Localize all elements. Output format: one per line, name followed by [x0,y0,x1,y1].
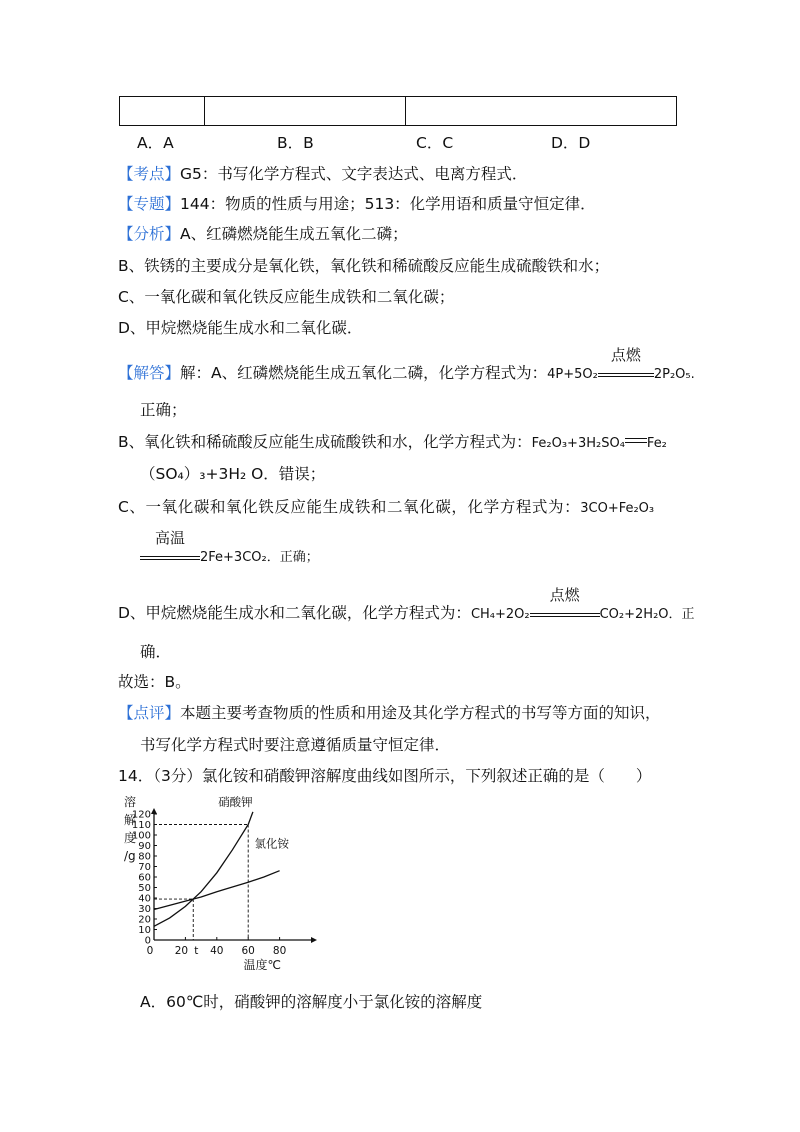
y-axis-label: /g [124,849,136,863]
kaodian-text: G5：书写化学方程式、文字表达式、电离方程式． [180,165,528,183]
option-c: C．C [416,134,454,152]
y-axis-label: 溶 [124,795,137,809]
y-tick-label: 120 [131,809,151,821]
x-tick-label: t [194,945,199,957]
cond-label: 高温 [154,529,185,547]
y-tick-label: 70 [138,862,151,873]
series-label-nh4cl: 氯化铵 [254,836,289,851]
zhuanti-tag: 【专题】 [118,195,181,213]
y-tick-label: 60 [138,872,151,884]
answer-line: 故选：B。 [118,673,191,691]
y-tick-label: 10 [138,925,151,936]
zhuanti-text: 144：物质的性质与用途；513：化学用语和质量守恒定律． [180,195,596,213]
question-14: 14．（3分）氯化铵和硝酸钾溶解度曲线如图所示，下列叙述正确的是（ ） [118,767,652,785]
jieda-a-line [118,346,695,383]
fenxi-d: D、甲烷燃烧能生成水和二氧化碳． [118,319,363,337]
eq-condition [530,586,600,620]
fenxi-tag: 【分析】 [118,225,181,243]
dianping-line [118,701,661,723]
jieda-tag: 【解答】 [118,364,181,382]
jieda-a-text: 解：A、红磷燃烧能生成五氧化二磷，化学方程式为： [180,364,548,382]
eq-c-left: 3CO+Fe₂O₃ [580,501,655,516]
nh4cl-curve [154,871,280,910]
jieda-b-line2: （SO₄）₃+3H₂ O．错误； [140,465,326,483]
fenxi-line [118,222,408,244]
x-axis-arrow [311,937,317,943]
jieda-c-line2 [140,529,319,565]
y-tick-label: 0 [144,935,151,947]
jieda-d-line2: 确． [140,643,172,661]
jieda-c-text: C、一氧化碳和氧化铁反应能生成铁和二氧化碳，化学方程式为： [118,498,581,516]
chart-layer [124,794,317,970]
cond-label: 点燃 [549,586,580,604]
y-tick-label: 20 [138,914,151,926]
jieda-c-line [118,495,654,517]
y-tick-label: 110 [131,820,151,831]
option-a-text: A．60℃时，硝酸钾的溶解度小于氯化铵的溶解度 [140,993,483,1011]
eq-bar [140,556,200,560]
eq-bar [598,373,654,377]
x-tick-label: 40 [210,945,224,957]
y-tick-label: 50 [138,883,151,894]
table-divider [405,97,406,125]
solubility-chart [118,790,318,970]
y-axis-label: 解 [124,813,137,827]
zhuanti-line [118,192,596,214]
eq-equals [625,438,647,443]
kno3-curve [154,825,248,927]
eq-a-left: 4P+5O₂ [547,367,598,382]
y-tick-label: 40 [138,893,151,905]
fenxi-b: B、铁锈的主要成分是氧化铁，氧化铁和稀硫酸反应能生成硫酸铁和水； [118,257,610,275]
y-tick-label: 100 [131,830,151,842]
jieda-b-text: B、氧化铁和稀硫酸反应能生成硫酸铁和水，化学方程式为： [118,433,532,451]
y-tick-label: 90 [138,841,151,852]
options-table [119,96,677,126]
y-axis-arrow [151,808,157,814]
series-label-kno3: 硝酸钾 [218,794,253,809]
eq-bar [530,613,600,617]
y-tick-label: 30 [138,904,151,915]
dianping-line2: 书写化学方程式时要注意遵循质量守恒定律． [140,736,451,754]
jieda-d-line [118,586,695,623]
kno3-curve-extension [248,812,253,825]
y-axis-label: 度 [124,831,137,845]
y-tick-label: 80 [138,851,151,863]
fenxi-a: A、红磷燃烧能生成五氧化二磷； [180,225,408,243]
x-tick-label: 60 [241,945,255,957]
x-axis-label: 温度℃ [243,958,281,970]
eq-condition [140,529,200,563]
option-b: B．B [277,134,314,152]
kaodian-line [118,162,527,184]
table-divider [204,97,205,125]
jieda-a-result: 正确； [140,401,187,419]
eq-b-right: Fe₂ [646,436,667,451]
jieda-d-text: D、甲烷燃烧能生成水和二氧化碳，化学方程式为： [118,604,471,622]
eq-d-left: CH₄+2O₂ [470,607,530,622]
fenxi-c: C、一氧化碳和氧化铁反应能生成铁和二氧化碳； [118,288,455,306]
x-tick-label: 0 [146,945,154,957]
jieda-b-line [118,430,667,452]
x-tick-label: 80 [272,945,287,957]
dianping-tag: 【点评】 [118,704,181,722]
eq-c-right: 2Fe+3CO₂．正确； [200,550,319,565]
eq-a-right: 2P₂O₅. [653,367,695,382]
option-d: D．D [551,134,591,152]
x-tick-label: 20 [174,945,189,957]
eq-condition [598,346,654,380]
cond-label: 点燃 [610,346,641,364]
eq-d-right: CO₂+2H₂O．正 [599,607,695,622]
dianping-text: 本题主要考查物质的性质和用途及其化学方程式的书写等方面的知识， [180,704,661,722]
kaodian-tag: 【考点】 [118,165,181,183]
eq-b-left: Fe₂O₃+3H₂SO₄ [531,436,625,451]
option-a: A．A [137,134,174,152]
